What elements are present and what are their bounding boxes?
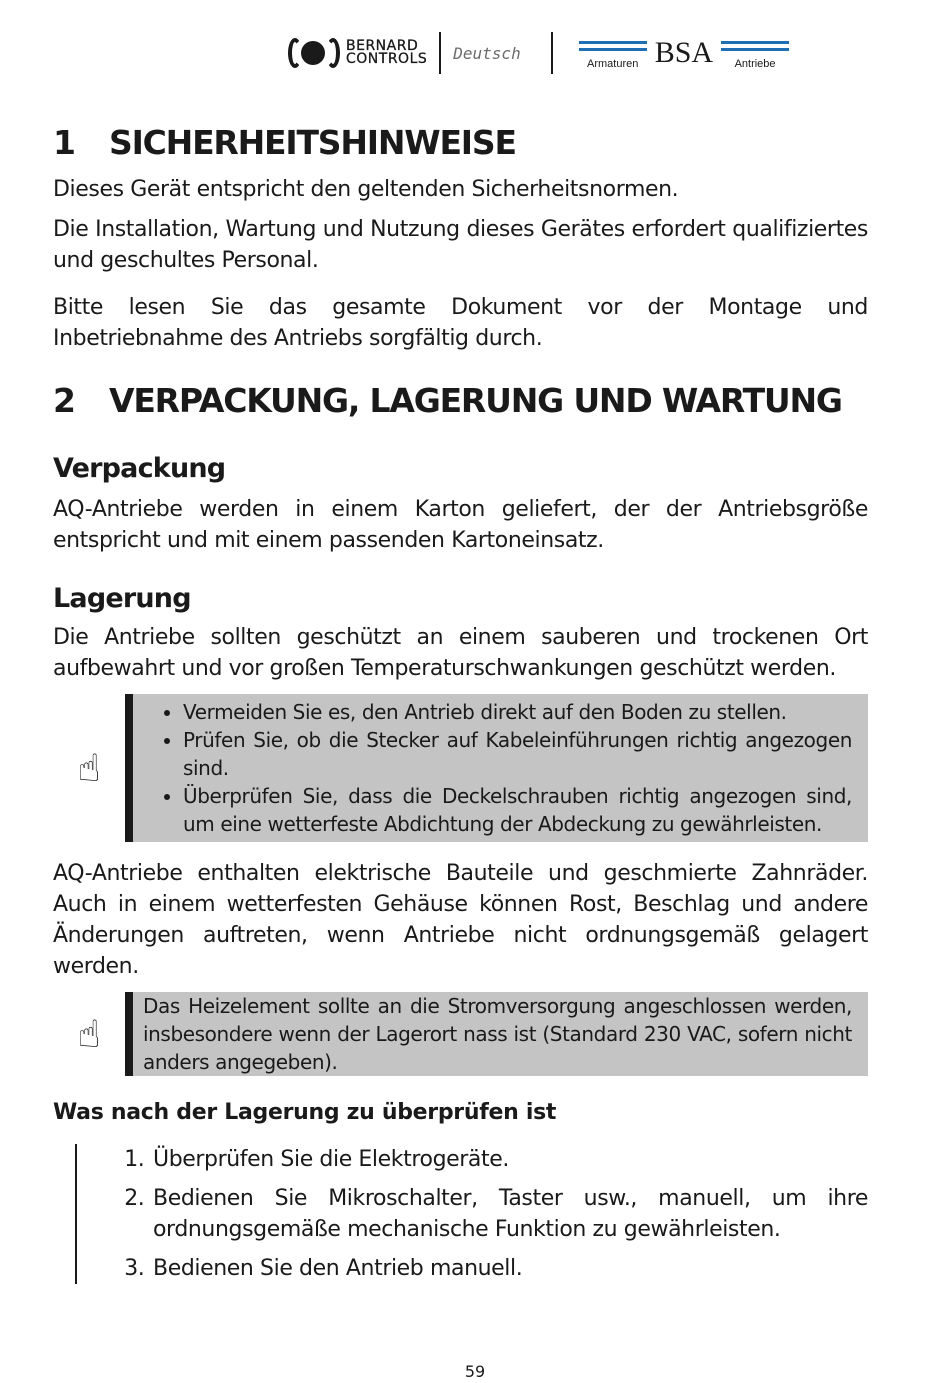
section-heading-2: 2 VERPACKUNG, LAGERUNG UND WARTUNG	[53, 381, 842, 420]
bsa-logo	[579, 36, 789, 70]
header-divider	[551, 32, 553, 74]
bsa-mark: BSA	[654, 36, 714, 69]
list-item: • Überprüfen Sie, dass die Deckelschrauben richtig angezogen sind, um eine wetterfeste Abdichtung der Abdeckung zu gewährleisten.	[183, 782, 852, 838]
page-number: 59	[464, 1362, 486, 1381]
bsa-left-label: Armaturen	[587, 58, 639, 70]
list-item: 2. Bedienen Sie Mikroschalter, Taster usw., manuell, um ihre ordnungsgemäße mechanische Funktion zu gewährleisten.	[151, 1183, 868, 1245]
paragraph: AQ-Antriebe werden in einem Karton geliefert, der der Antriebsgröße entspricht und mit einem passenden Kartoneinsatz.	[53, 497, 868, 553]
header-divider	[439, 32, 441, 74]
list-item: 3. Bedienen Sie den Antrieb manuell.	[151, 1253, 868, 1284]
list-item: • Prüfen Sie, ob die Stecker auf Kabeleinführungen richtig angezogen sind.	[183, 726, 852, 782]
pointing-hand-icon: ☝	[77, 746, 101, 790]
check-heading: Was nach der Lagerung zu überprüfen ist	[53, 1100, 557, 1125]
bernard-controls-logo	[288, 35, 427, 71]
note-box	[125, 992, 868, 1076]
bullet-list	[133, 694, 868, 842]
page-header	[288, 30, 789, 76]
paragraph: Die Installation, Wartung und Nutzung dieses Gerätes erfordert qualifiziertes und geschultes Personal.	[53, 217, 868, 273]
bernard-logo-icon	[288, 35, 340, 71]
note-heating-element	[53, 992, 868, 1076]
list-item: • Vermeiden Sie es, den Antrieb direkt auf den Boden zu stellen.	[183, 698, 852, 726]
subheading-lagerung: Lagerung	[53, 583, 191, 614]
check-list	[75, 1144, 868, 1284]
brand-name: BERNARD CONTROLS	[346, 38, 428, 67]
language-label: Deutsch	[453, 43, 521, 63]
subheading-verpackung: Verpackung	[53, 453, 226, 484]
bsa-right-label: Antriebe	[734, 58, 776, 70]
note-text: Das Heizelement sollte an die Stromversorgung angeschlossen werden, insbesondere wenn der Lagerort nass ist (Standard 230 VAC, sofern nicht anders angegeben).	[143, 994, 852, 1074]
paragraph: Die Antriebe sollten geschützt an einem sauberen und trockenen Ort aufbewahrt und vor großen Temperaturschwankungen geschützt werden.	[53, 625, 868, 681]
list-item: 1. Überprüfen Sie die Elektrogeräte.	[151, 1144, 868, 1175]
pointing-hand-icon: ☝	[77, 1012, 101, 1056]
paragraph: AQ-Antriebe enthalten elektrische Bauteile und geschmierte Zahnräder. Auch in einem wetterfesten Gehäuse können Rost, Beschlag und andere Änderungen auftreten, wenn Antriebe nicht ordnungsgemäß gelagert werden.	[53, 861, 868, 979]
main-content	[53, 118, 868, 1284]
paragraph: Bitte lesen Sie das gesamte Dokument vor der Montage und Inbetriebnahme des Antriebs sorgfältig durch.	[53, 295, 868, 351]
section-heading-1: 1 SICHERHEITSHINWEISE	[53, 123, 516, 162]
paragraph: Dieses Gerät entspricht den geltenden Sicherheitsnormen.	[53, 177, 679, 202]
note-box	[125, 694, 868, 842]
note-storage-tips	[53, 694, 868, 842]
